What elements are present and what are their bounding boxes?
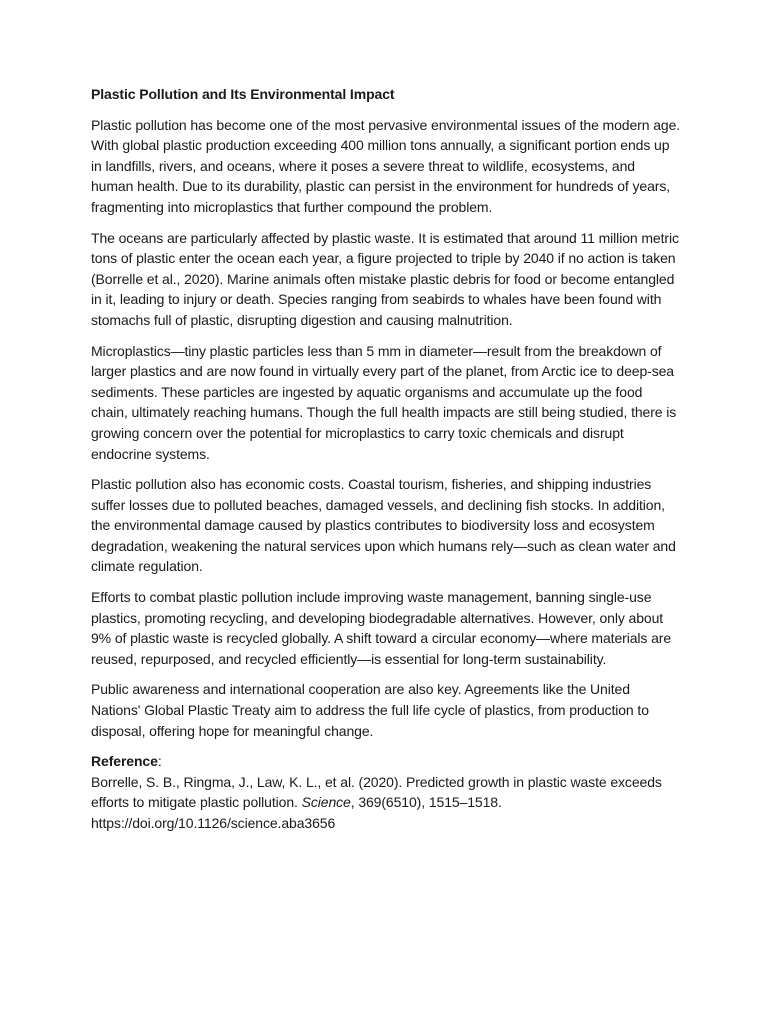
document-page <box>91 84 681 834</box>
paragraph-4: Plastic pollution also has economic costs. Coastal tourism, fisheries, and shipping industries suffer losses due to polluted beaches, damaged vessels, and declining fish stocks. In addition, the environmental damage caused by plastics contributes to biodiversity loss and ecosystem degradation, weakening the natural services upon which humans rely—such as clean water and climate regulation. <box>91 476 676 575</box>
paragraph-2: The oceans are particularly affected by plastic waste. It is estimated that around 11 million metric tons of plastic enter the ocean each year, a figure projected to triple by 2040 if no action is taken (Borrelle et al., 2020). Marine animals often mistake plastic debris for food or become entangled in it, leading to injury or death. Species ranging from seabirds to whales have been found with stomachs full of plastic, disrupting digestion and causing malnutrition. <box>91 229 679 328</box>
reference-journal: Science <box>301 794 351 811</box>
reference-citation <box>91 772 681 834</box>
paragraph-1: Plastic pollution has become one of the most pervasive environmental issues of the modern age. With global plastic production exceeding 400 million tons annually, a significant portion ends up in landfills, rivers, and oceans, where it poses a severe threat to wildlife, ecosystems, and human health. Due to its durability, plastic can persist in the environment for hundreds of years, fragmenting into microplastics that further compound the problem. <box>91 116 681 215</box>
reference-details: , 369(6510), 1515–1518. <box>350 794 502 811</box>
reference-doi-link[interactable]: https://doi.org/10.1126/science.aba3656 <box>91 815 336 831</box>
paragraph-5: Efforts to combat plastic pollution include improving waste management, banning single-use plastics, promoting recycling, and developing biodegradable alternatives. However, only about 9% of plastic waste is recycled globally. A shift toward a circular economy—where materials are reused, repurposed, and recycled efficiently—is essential for long-term sustainability. <box>91 589 672 667</box>
reference-heading <box>91 751 681 772</box>
reference-authors: Borrelle, S. B., Ringma, J., Law, K. L., et al. (2020). Predicted growth in plastic waste exceeds efforts to mitigate plastic pollution. <box>91 773 662 811</box>
paragraph-6: Public awareness and international cooperation are also key. Agreements like the United Nations' Global Plastic Treaty aim to address the full life cycle of plastics, from production to disposal, offering hope for meaningful change. <box>91 681 649 739</box>
document-title: Plastic Pollution and Its Environmental Impact <box>91 86 395 102</box>
reference-colon: : <box>157 753 162 770</box>
reference-label: Reference <box>91 753 158 770</box>
paragraph-3: Microplastics—tiny plastic particles less than 5 mm in diameter—result from the breakdown of larger plastics and are now found in virtually every part of the planet, from Arctic ice to deep-sea sediments. These particles are ingested by aquatic organisms and accumulate up the food chain, ultimately reaching humans. Though the full health impacts are still being studied, there is growing concern over the potential for microplastics to carry toxic chemicals and disrupt endocrine systems. <box>91 342 677 462</box>
reference-section <box>91 751 681 833</box>
